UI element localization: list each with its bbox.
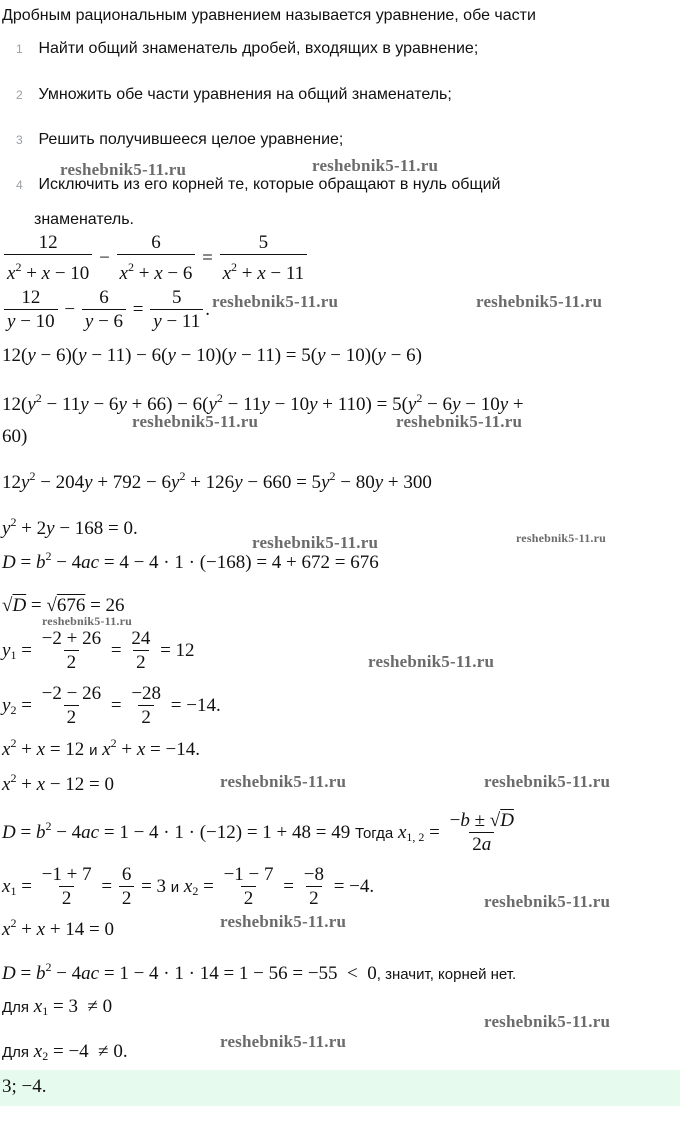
intro-text: Дробным рациональным уравнением называется уравнение, обе части xyxy=(2,7,536,24)
watermark: reshebnik5-11.ru xyxy=(476,292,603,311)
check-x2: Для $x_2 = -4 \ne 0$. xyxy=(2,1041,128,1063)
watermark: reshebnik5-11.ru xyxy=(484,1012,611,1031)
watermark: reshebnik5-11.ru xyxy=(220,772,347,791)
watermark: reshebnik5-11.ru xyxy=(212,292,339,311)
equation-step: $x^2 + x - 12 = 0$ xyxy=(2,771,115,795)
equation-step: 12(y − 6)(y − 11) − 6(y − 10)(y − 11) = 5(y − 10)(y − 6) xyxy=(2,345,422,366)
equation-step: $y^2 + 2y - 168 = 0$. xyxy=(2,515,138,539)
step-number: 4 xyxy=(16,178,23,192)
equation-step: 60) xyxy=(2,426,28,447)
equation-step: $12(y^2 - 11y - 6y + 66) - 6(y^2 - 11y - 10y + 110) = 5(y^2 - 6y - 10y$ + xyxy=(2,391,524,415)
step-text: Решить получившееся целое уравнение; xyxy=(38,131,344,148)
step-number: 1 xyxy=(16,42,23,56)
equation-x-roots: $x_1$ = $\frac{-1 + 7}{2}$ = $\frac{6}{2}$ = 3 и $x_2$ = $\frac{-1 - 7}{2}$ = $\frac{-8}{2}$ = −4. xyxy=(2,864,375,909)
equation-y2: $y_2$ = $\frac{-2 - 26}{2}$ = $\frac{-28}{2}$ = −14. xyxy=(2,683,221,728)
watermark: reshebnik5-11.ru xyxy=(396,412,523,431)
equation-step: $x^2 + x + 14 = 0$ xyxy=(2,916,115,940)
equation-y1: $y_1$ = $\frac{-2 + 26}{2}$ = $\frac{24}{2}$ = 12 xyxy=(2,628,195,673)
watermark: reshebnik5-11.ru xyxy=(516,531,606,545)
step-text: Исключить из его корней те, которые обращают в нуль общий xyxy=(38,176,501,193)
watermark: reshebnik5-11.ru xyxy=(132,412,259,431)
equation-step: $12y^2 - 204y + 792 - 6y^2 + 126y - 660 = 5y^2 - 80y + 300$ xyxy=(2,469,432,493)
answer-text: 3; −4. xyxy=(2,1076,47,1097)
equation-discriminant-2: $D = b^2 - 4ac = 1 - 4 \cdot 1 \cdot (-12) = 1 + 48 = 49$ Тогда $x_{1, 2}$ = $\frac{-b \pm √D}{2a}$ xyxy=(2,810,514,855)
step-number: 2 xyxy=(16,88,23,102)
list-item xyxy=(16,40,478,58)
list-item xyxy=(16,131,343,149)
watermark: reshebnik5-11.ru xyxy=(368,652,495,671)
watermark: reshebnik5-11.ru xyxy=(312,156,439,175)
watermark: reshebnik5-11.ru xyxy=(42,614,132,628)
step-text-continued: знаменатель. xyxy=(34,211,134,228)
answer-box xyxy=(0,1070,680,1106)
equation-discriminant-3: $D = b^2 - 4ac = 1 - 4 \cdot 1 \cdot 14 = 1 - 56 = -55 < 0$, значит, корней нет. xyxy=(2,960,517,984)
equation-substitution: $\frac{12}{y - 10}$ − $\frac{6}{y - 6}$ = $\frac{5}{y - 11}$ . xyxy=(2,287,210,334)
check-x1: Для $x_1 = 3 \ne 0$ xyxy=(2,996,113,1018)
watermark: reshebnik5-11.ru xyxy=(220,1032,347,1051)
equation-root-d: √D = √676 = 26 xyxy=(2,595,125,616)
equation-back-substitution: $x^2 + x = 12$ и $x^2 + x = -14$. xyxy=(2,736,200,760)
equation-discriminant: $D = b^2 - 4ac = 4 - 4 \cdot 1 \cdot (-168) = 4 + 672 = 676$ xyxy=(2,549,379,573)
step-text: Найти общий знаменатель дробей, входящих в уравнение; xyxy=(38,40,479,57)
list-item xyxy=(16,86,452,104)
step-text: Умножить обе части уравнения на общий знаменатель; xyxy=(38,86,452,103)
watermark: reshebnik5-11.ru xyxy=(252,533,379,552)
step-number: 3 xyxy=(16,133,23,147)
watermark: reshebnik5-11.ru xyxy=(484,772,611,791)
equation-original: $\frac{12}{x^2 + x - 10}$ − $\frac{6}{x^2 + x - 6}$ = $\frac{5}{x^2 + x - 11}$ xyxy=(2,232,309,286)
watermark: reshebnik5-11.ru xyxy=(60,160,187,179)
watermark: reshebnik5-11.ru xyxy=(220,912,347,931)
watermark: reshebnik5-11.ru xyxy=(484,892,611,911)
